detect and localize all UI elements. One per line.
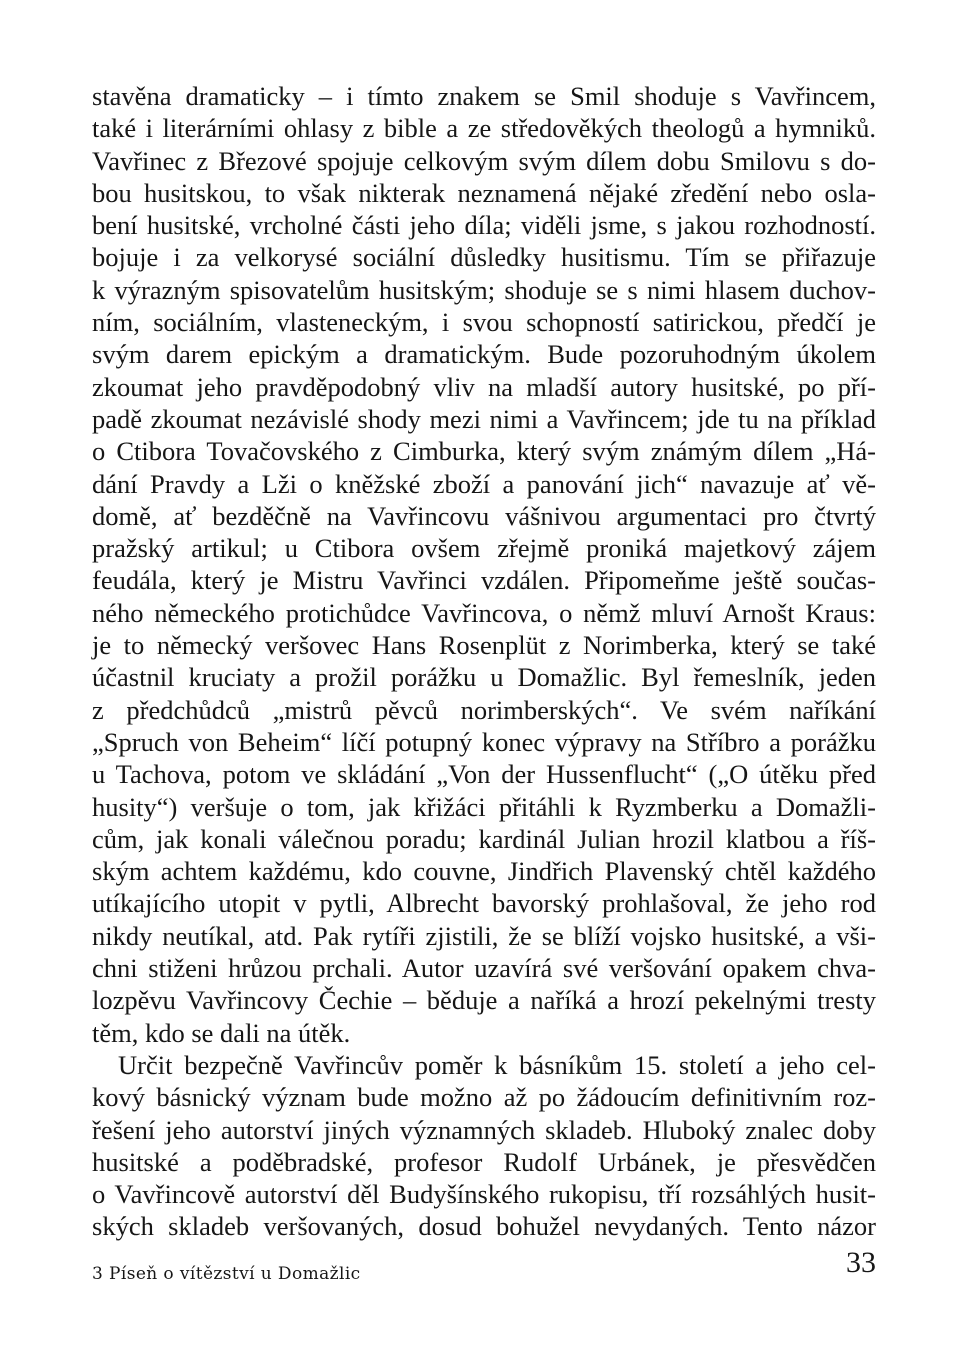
text-line: Určit bezpečně Vavřincův poměr k básníkům 15. století a jeho cel-: [118, 1049, 876, 1080]
page-footer: [92, 1246, 876, 1294]
text-line: bení husitské, vrcholné části jeho díla; viděli jsme, s jakou rozhodností.: [92, 210, 876, 241]
text-line: k výrazným spisovatelům husitským; shoduje se s nimi hlasem duchov-: [92, 274, 876, 305]
text-line: lozpěvu Vavřincovy Čechie – běduje a naříká a hrozí pekelnými tresty: [92, 985, 876, 1016]
text-line: cům, jak konali válečnou poradu; kardinál Julian hrozil klatbou a říš-: [92, 823, 876, 854]
text-line: pražský artikul; u Ctibora ovšem zřejmě proniká majetkový zájem: [92, 533, 876, 564]
footer-note: 3 Píseň o vítězství u Domažlic: [92, 1264, 361, 1284]
text-line: utíkajícího utopit v pytli, Albrecht bavorský prohlašoval, že jeho rod: [92, 888, 876, 919]
text-line: padě zkoumat nezávislé shody mezi nimi a Vavřincem; jde tu na příklad: [92, 403, 876, 434]
text-line: je to německý veršovec Hans Rosenplüt z Norimberka, který se také: [92, 630, 876, 661]
text-line: kový básnický význam bude možno až po žádoucím definitivním roz-: [92, 1082, 876, 1113]
text-line: u Tachova, potom ve skládání „Von der Hussenflucht“ („O útěku před: [92, 759, 876, 790]
text-line: řešení jeho autorství jiných významných skladeb. Hluboký znalec doby: [92, 1114, 876, 1145]
text-line: nikdy neutíkal, atd. Pak rytíři zjistili, že se blíží vojsko husitské, a vši-: [92, 920, 876, 951]
text-line: domě, ať bezděčně na Vavřincovu vášnivou argumentaci pro čtvrtý: [92, 500, 876, 531]
body-text: [92, 80, 876, 1243]
text-line: z předchůdců „mistrů pěvců norimberských“. Ve svém naříkání: [92, 694, 876, 725]
text-line: dání Pravdy a Lži o kněžské zboží a panování jich“ navazuje ať vě-: [92, 468, 876, 499]
text-line: stavěna dramaticky – i tímto znakem se Smil shoduje s Vavřincem,: [92, 81, 876, 111]
text-line: o Ctibora Tovačovského z Cimburka, který svým známým dílem „Há-: [92, 436, 876, 467]
text-line: ským achtem každému, kdo couvne, Jindřich Plavenský chtěl každého: [92, 856, 876, 887]
page-number: 33: [846, 1246, 876, 1279]
text-line: husity“) veršuje o tom, jak křižáci přitáhli k Ryzmberku a Domažli-: [92, 791, 876, 822]
text-line: ských skladeb veršovaných, dosud bohužel nevydaných. Tento názor: [92, 1211, 876, 1242]
text-line: chni stiženi hrůzou prchali. Autor uzavírá své veršování opakem chva-: [92, 953, 876, 984]
text-line: Vavřinec z Březové spojuje celkovým svým dílem dobu Smilovu s do-: [92, 145, 876, 176]
text-line: husitské a poděbradské, profesor Rudolf Urbánek, je přesvědčen: [92, 1146, 876, 1177]
text-line: účastnil kruciaty a prožil porážku u Domažlic. Byl řemeslník, jeden: [92, 662, 876, 693]
text-line: bou husitskou, to však nikterak neznamená nějaké zředění nebo osla-: [92, 177, 876, 208]
text-line: těm, kdo se dali na útěk.: [92, 1017, 351, 1048]
text-line: bojuje i za velkorysé sociální důsledky husitismu. Tím se přiřazuje: [92, 242, 876, 273]
text-line: zkoumat jeho pravděpodobný vliv na mladší autory husitské, po pří-: [92, 371, 876, 402]
text-line: ním, sociálním, vlasteneckým, i svou schopností satirickou, předčí je: [92, 307, 876, 338]
text-line: „Spruch von Beheim“ líčí potupný konec výpravy na Stříbro a porážku: [92, 726, 876, 757]
text-line: ného německého protichůdce Vavřincova, o němž mluví Arnošt Kraus:: [92, 597, 876, 628]
text-line: také i literárními ohlasy z bible a ze středověkých theologů a hymniků.: [92, 113, 876, 144]
text-line: o Vavřincově autorství děl Budyšínského rukopisu, tří rozsáhlých husit-: [92, 1179, 876, 1210]
text-line: svým darem epickým a dramatickým. Bude pozoruhodným úkolem: [92, 339, 876, 370]
text-line: feudála, který je Mistru Vavřinci vzdálen. Připomeňme ještě součas-: [92, 565, 876, 596]
